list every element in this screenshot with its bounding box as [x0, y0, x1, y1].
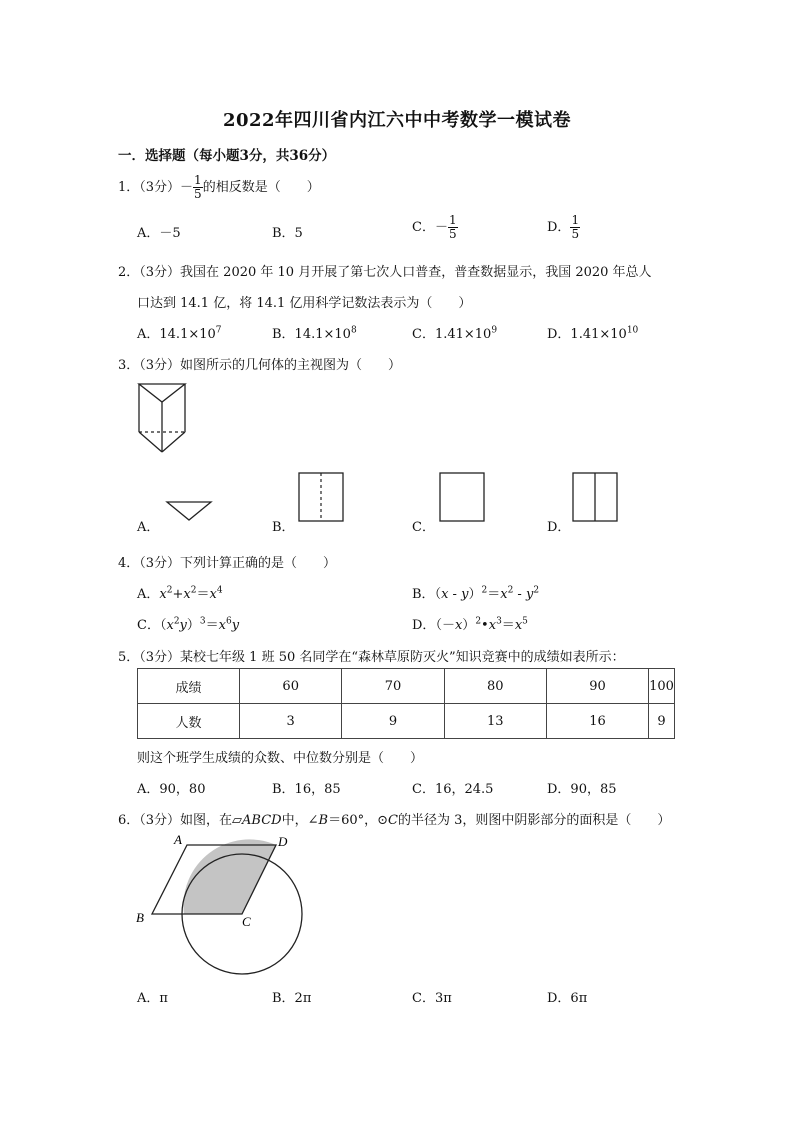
- table-cell: 80: [444, 669, 546, 704]
- q1-c-den: 5: [448, 227, 457, 241]
- q5-option-d[interactable]: D．90，85: [547, 782, 617, 797]
- q1-option-a[interactable]: A．－5: [137, 226, 181, 241]
- q2-b-exp: 8: [350, 325, 357, 336]
- table-cell: 60: [240, 669, 342, 704]
- q2-c-exp: 9: [491, 325, 498, 336]
- q4-option-c[interactable]: C．$(x^2y)^3=x^6y$: [137, 616, 240, 633]
- section-heading: 一．选择题（每小题3分，共36分）: [118, 148, 336, 164]
- q5-option-b[interactable]: B．16，85: [272, 782, 341, 797]
- question-6-stem: [118, 809, 670, 828]
- table-cell: 90: [546, 669, 648, 704]
- q1-d-prefix: D．: [547, 220, 571, 235]
- question-5-stem: 5．（3分）某校七年级 1 班 50 名同学在“森林草原防灭火”知识竞赛中的成绩如表所示：: [118, 650, 625, 665]
- q5-question: 则这个班学生成绩的众数、中位数分别是（ ）: [137, 751, 424, 766]
- q1-option-c[interactable]: [412, 214, 458, 241]
- q3-b-dashed-rect-figure: [298, 472, 346, 524]
- table-cell: 9: [649, 704, 675, 739]
- q3-d-solid-rect-figure: [572, 472, 620, 524]
- q1-c-prefix: C．－: [412, 220, 448, 235]
- q1-d-fraction: [570, 214, 580, 241]
- q2-b-base: B．14.1×10: [272, 327, 351, 342]
- q1-suffix: 的相反数是（ ）: [202, 180, 320, 195]
- table-cell: 70: [342, 669, 444, 704]
- q5-option-c[interactable]: C．16，24.5: [412, 782, 494, 797]
- point-label-a: A: [174, 832, 182, 847]
- q3-option-b[interactable]: B．: [272, 520, 295, 535]
- q2-a-exp: 7: [215, 325, 222, 336]
- page-title: 2022年四川省内江六中中考数学一模试卷: [222, 110, 572, 131]
- q3-c-square-figure: [439, 472, 487, 524]
- q2-option-c[interactable]: [412, 323, 497, 342]
- table-cell: 3: [240, 704, 342, 739]
- q4-b-label: B．: [412, 587, 435, 602]
- table-cell: 成绩: [138, 669, 240, 704]
- q2-option-b[interactable]: [272, 323, 357, 342]
- q6-stem-c: C: [388, 813, 398, 828]
- q1-option-d[interactable]: [547, 214, 580, 241]
- q1-frac-num: 1: [194, 173, 202, 187]
- q5-option-a[interactable]: A．90，80: [137, 782, 206, 797]
- q2-option-a[interactable]: [137, 323, 222, 342]
- q4-option-b[interactable]: B．$(x - y)^2=x^2 - y^2$: [412, 585, 540, 602]
- question-3-stem: 3．（3分）如图所示的几何体的主视图为（ ）: [118, 358, 402, 373]
- question-1-stem: [118, 174, 320, 201]
- q2-option-d[interactable]: [547, 323, 638, 342]
- q4-option-a[interactable]: A．$x^2+x^2=x^4$: [137, 585, 223, 602]
- q6-stem-abcd: ABCD: [242, 813, 282, 828]
- point-label-b: B: [136, 910, 144, 925]
- table-cell: 9: [342, 704, 444, 739]
- q1-frac-den: 5: [194, 187, 202, 201]
- table-cell: 人数: [138, 704, 240, 739]
- q6-stem-b: B: [318, 813, 329, 828]
- q1-fraction: [193, 174, 203, 201]
- q6-stem-part-2: 中，∠: [281, 813, 319, 828]
- prism-figure: [135, 380, 195, 456]
- q1-option-b[interactable]: B．5: [272, 226, 303, 241]
- q3-option-c[interactable]: C．: [412, 520, 435, 535]
- point-label-c: C: [242, 914, 251, 929]
- question-2-line-2: 口达到 14.1 亿，将 14.1 亿用科学记数法表示为（ ）: [137, 296, 472, 311]
- q3-option-d[interactable]: D．: [547, 520, 571, 535]
- q6-option-b[interactable]: B．2π: [272, 991, 312, 1006]
- q2-d-exp: 10: [626, 325, 639, 336]
- q6-option-a[interactable]: A．π: [137, 991, 168, 1006]
- table-row: [138, 669, 675, 704]
- question-2-line-1: 2．（3分）我国在 2020 年 10 月开展了第七次人口普查，普查数据显示，我国 2020 年总人: [118, 265, 652, 280]
- q1-c-fraction: [448, 214, 458, 241]
- q1-d-num: 1: [571, 213, 580, 227]
- q4-a-label: A．: [137, 587, 160, 602]
- q6-stem-part-1: 6．（3分）如图，在▱: [118, 813, 243, 828]
- question-4-stem: 4．（3分）下列计算正确的是（ ）: [118, 556, 337, 571]
- parallelogram-circle-figure: [132, 830, 312, 980]
- q2-c-base: C．1.41×10: [412, 327, 492, 342]
- q1-prefix: 1．（3分）－: [118, 180, 194, 195]
- score-table: [137, 668, 675, 739]
- q3-option-a[interactable]: A．: [137, 520, 160, 535]
- q1-d-den: 5: [571, 227, 580, 241]
- q6-stem-part-4: 的半径为 3，则图中阴影部分的面积是（ ）: [397, 813, 671, 828]
- q6-option-d[interactable]: D．6π: [547, 991, 588, 1006]
- q4-c-label: C．: [137, 618, 160, 633]
- shaded-sector: [183, 839, 276, 914]
- q4-option-d[interactable]: D．$(-x)^2•x^3=x^5$: [412, 616, 528, 633]
- table-cell: 13: [444, 704, 546, 739]
- table-cell: 100: [649, 669, 675, 704]
- q2-d-base: D．1.41×10: [547, 327, 627, 342]
- point-label-d: D: [278, 834, 288, 849]
- table-cell: 16: [546, 704, 648, 739]
- q6-stem-part-3: ＝60°，⊙: [328, 813, 389, 828]
- table-row: [138, 704, 675, 739]
- q4-d-label: D．: [412, 618, 436, 633]
- q6-option-c[interactable]: C．3π: [412, 991, 452, 1006]
- q3-a-triangle-figure: [165, 500, 215, 524]
- q2-a-base: A．14.1×10: [137, 327, 216, 342]
- q1-c-num: 1: [448, 213, 457, 227]
